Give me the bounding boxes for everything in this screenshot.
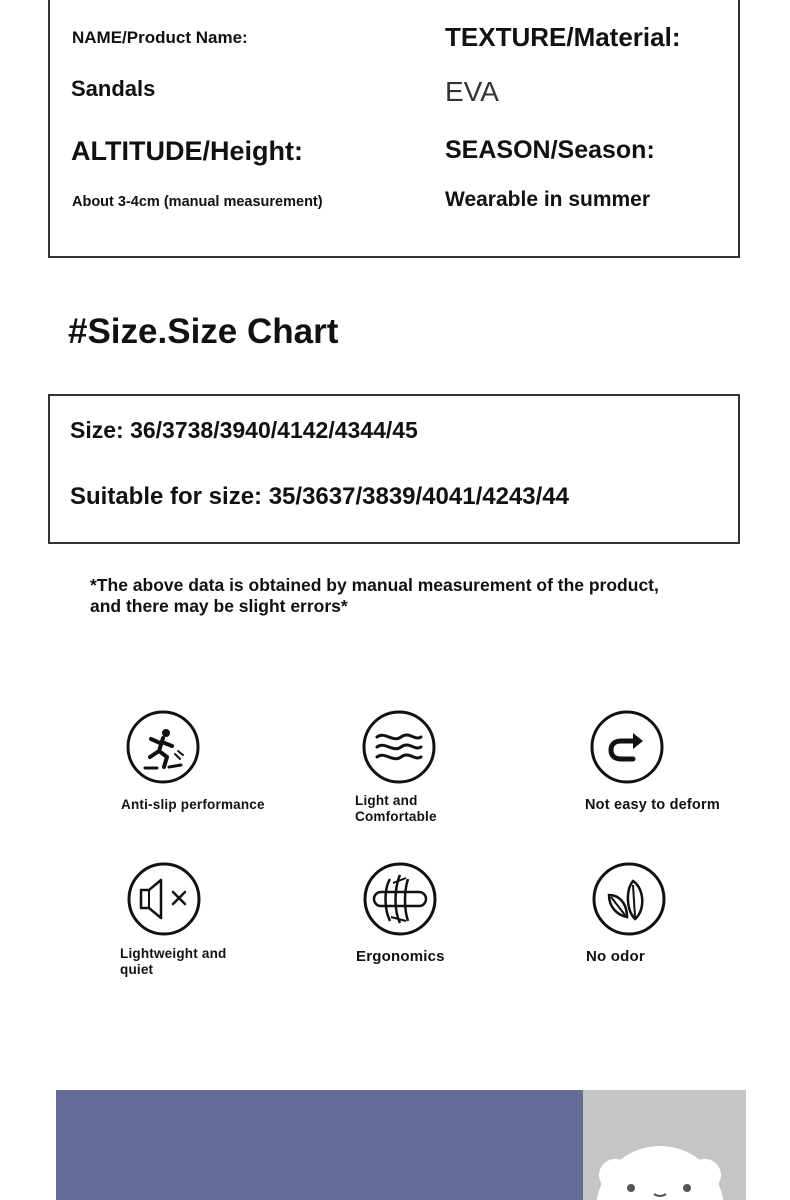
deform-resistant-icon bbox=[587, 707, 667, 787]
feature-label-light-line1: Light and bbox=[355, 793, 418, 808]
material-label: TEXTURE/Material: bbox=[445, 22, 681, 52]
disclaimer-line-2: and there may be slight errors* bbox=[90, 596, 348, 616]
season-label: SEASON/Season: bbox=[445, 136, 655, 164]
size-chart-title: #Size.Size Chart bbox=[68, 312, 339, 351]
product-spec-box bbox=[48, 0, 740, 258]
size-line: Size: 36/3738/3940/4142/4344/45 bbox=[70, 417, 418, 443]
feature-label-deform: Not easy to deform bbox=[585, 797, 720, 813]
mute-speaker-icon bbox=[124, 859, 204, 939]
product-name-label: NAME/Product Name: bbox=[72, 28, 248, 47]
banner-blue-panel bbox=[56, 1090, 583, 1200]
feature-label-anti-slip: Anti-slip performance bbox=[121, 797, 265, 812]
feature-label-light-line2: Comfortable bbox=[355, 809, 437, 824]
light-comfort-icon bbox=[359, 707, 439, 787]
material-value: EVA bbox=[445, 76, 499, 107]
banner-grey-panel bbox=[583, 1090, 746, 1200]
feature-label-ergonomics: Ergonomics bbox=[356, 948, 445, 965]
height-label: ALTITUDE/Height: bbox=[71, 136, 303, 166]
height-value: About 3-4cm (manual measurement) bbox=[72, 194, 323, 210]
suitable-size-line: Suitable for size: 35/3637/3839/4041/4243/44 bbox=[70, 483, 569, 510]
feature-label-quiet-line1: Lightweight and bbox=[120, 946, 227, 961]
ergonomics-icon bbox=[360, 859, 440, 939]
leaf-icon bbox=[589, 859, 669, 939]
product-name-value: Sandals bbox=[71, 76, 156, 101]
disclaimer-line-1: *The above data is obtained by manual measurement of the product, bbox=[90, 575, 659, 595]
anti-slip-icon bbox=[123, 707, 203, 787]
season-value: Wearable in summer bbox=[445, 188, 651, 211]
feature-label-no-odor: No odor bbox=[586, 948, 645, 965]
bear-mascot-icon bbox=[583, 1090, 746, 1200]
feature-label-quiet-line2: quiet bbox=[120, 962, 154, 977]
size-chart-box bbox=[48, 394, 740, 544]
